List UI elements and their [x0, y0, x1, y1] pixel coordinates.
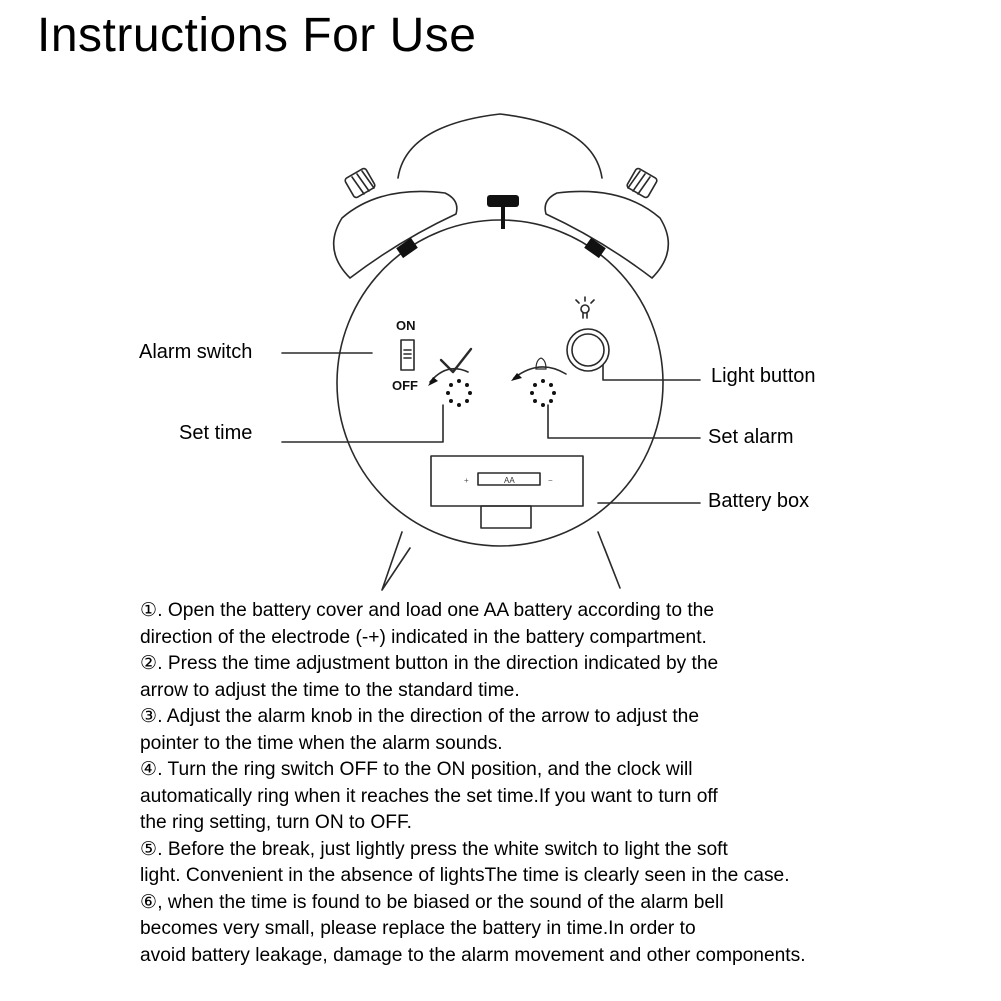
label-battery-box: Battery box [708, 490, 810, 512]
switch-on-label: ON [396, 318, 416, 333]
set-alarm-leader [548, 405, 700, 438]
battery-aa-label: AA [504, 476, 515, 485]
instruction-step: ③. Adjust the alarm knob in the direction of the arrow to adjust the pointer to the time when the alarm sounds. [140, 706, 700, 754]
alarm-switch [401, 340, 414, 370]
instruction-step: ①. Open the battery cover and load one AA battery according to the direction of the electrode (-+) indicated in the battery compartment. [140, 600, 715, 648]
label-alarm-switch: Alarm switch [139, 341, 253, 363]
right-leg [598, 532, 620, 588]
left-bell-knob [344, 167, 376, 198]
set-time-leader [282, 405, 443, 442]
light-bulb-icon [576, 297, 594, 318]
set-alarm-knob [530, 379, 556, 407]
right-bell-knob [626, 167, 658, 198]
instruction-step: ②. Press the time adjustment button in the direction indicated by the arrow to adjust the time to the standard time. [140, 653, 719, 701]
switch-off-label: OFF [392, 378, 418, 393]
left-bell [334, 191, 457, 278]
instruction-step: ⑥, when the time is found to be biased or the sound of the alarm bell becomes very small, please replace the battery in time.In order to avoid battery leakage, damage to the alarm movement and other components. [140, 891, 806, 966]
set-time-knob [446, 379, 472, 407]
left-leg [382, 532, 410, 590]
clock-body [337, 220, 663, 546]
clock-handle [398, 114, 602, 178]
instruction-step: ④. Turn the ring switch OFF to the ON position, and the clock will automatically ring when it reaches the set time.If you want to turn off the ring setting, turn ON to OFF. [140, 759, 718, 833]
label-light-button: Light button [711, 365, 816, 387]
page-title: Instructions For Use [37, 9, 477, 62]
check-mark-icon [441, 349, 471, 372]
instruction-step: ⑤. Before the break, just lightly press the white switch to light the soft light. Convenient in the absence of lightsThe time is clearly seen in the case. [140, 838, 790, 886]
battery-plus-label: + [464, 476, 469, 485]
label-set-alarm: Set alarm [708, 426, 794, 448]
right-bell [545, 191, 668, 278]
battery-minus-label: − [548, 476, 553, 485]
battery-cover-tab [481, 506, 531, 528]
light-button-leader [603, 365, 700, 380]
label-set-time: Set time [179, 422, 253, 444]
instructions-list [140, 598, 980, 969]
